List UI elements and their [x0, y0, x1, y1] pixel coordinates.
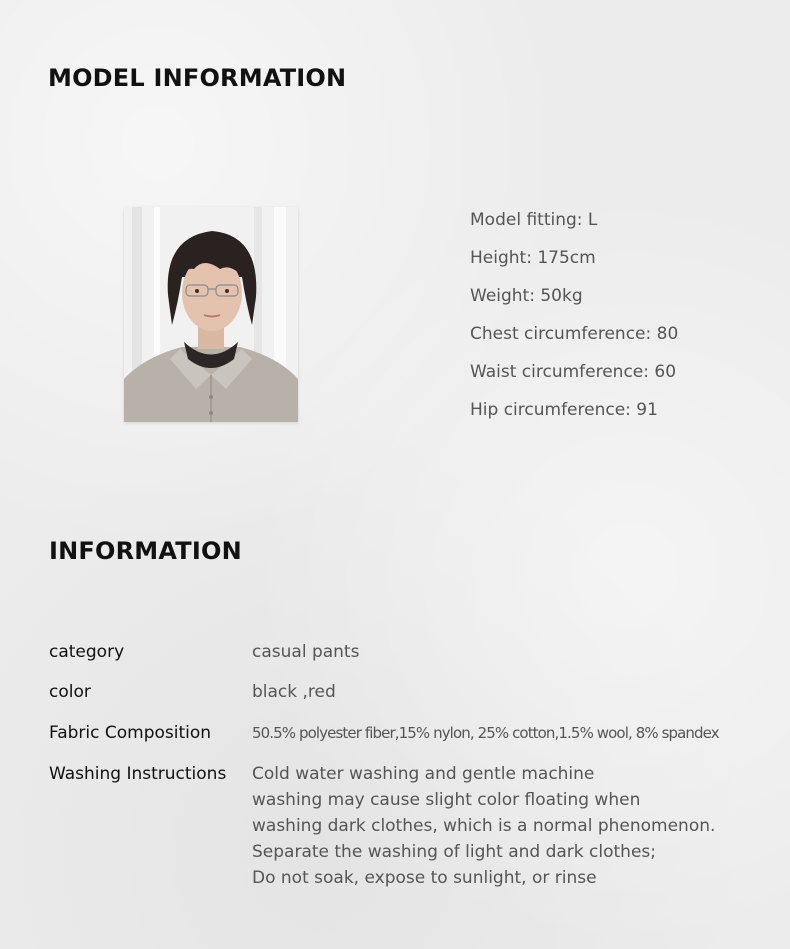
model-fitting: Model fitting: L: [470, 210, 598, 230]
model-height: Height: 175cm: [470, 248, 596, 268]
model-portrait-image: [124, 207, 298, 422]
model-waist: Waist circumference: 60: [470, 362, 677, 382]
color-label: color: [49, 682, 91, 702]
information-heading: INFORMATION: [49, 537, 242, 565]
category-value: casual pants: [252, 642, 360, 662]
washing-line: washing dark clothes, which is a normal phenomenon.: [252, 816, 716, 836]
model-weight: Weight: 50kg: [470, 286, 583, 306]
fabric-composition-value: 50.5% polyester fiber,15% nylon, 25% cotton,1.5% wool, 8% spandex: [252, 724, 719, 742]
fabric-composition-label: Fabric Composition: [49, 723, 212, 743]
model-photo: [124, 207, 298, 422]
model-chest: Chest circumference: 80: [470, 324, 679, 344]
washing-line: Separate the washing of light and dark clothes;: [252, 842, 656, 862]
washing-line: Cold water washing and gentle machine: [252, 764, 595, 784]
model-details-list: [470, 207, 678, 435]
model-hip: Hip circumference: 91: [470, 400, 658, 420]
color-value: black ,red: [252, 682, 336, 702]
washing-instructions-label: Washing Instructions: [49, 764, 227, 784]
washing-line: Do not soak, expose to sunlight, or rinse: [252, 868, 597, 888]
washing-instructions-value: [252, 761, 715, 891]
model-information-heading: MODEL INFORMATION: [48, 64, 347, 92]
category-label: category: [49, 642, 125, 662]
washing-line: washing may cause slight color floating when: [252, 790, 641, 810]
